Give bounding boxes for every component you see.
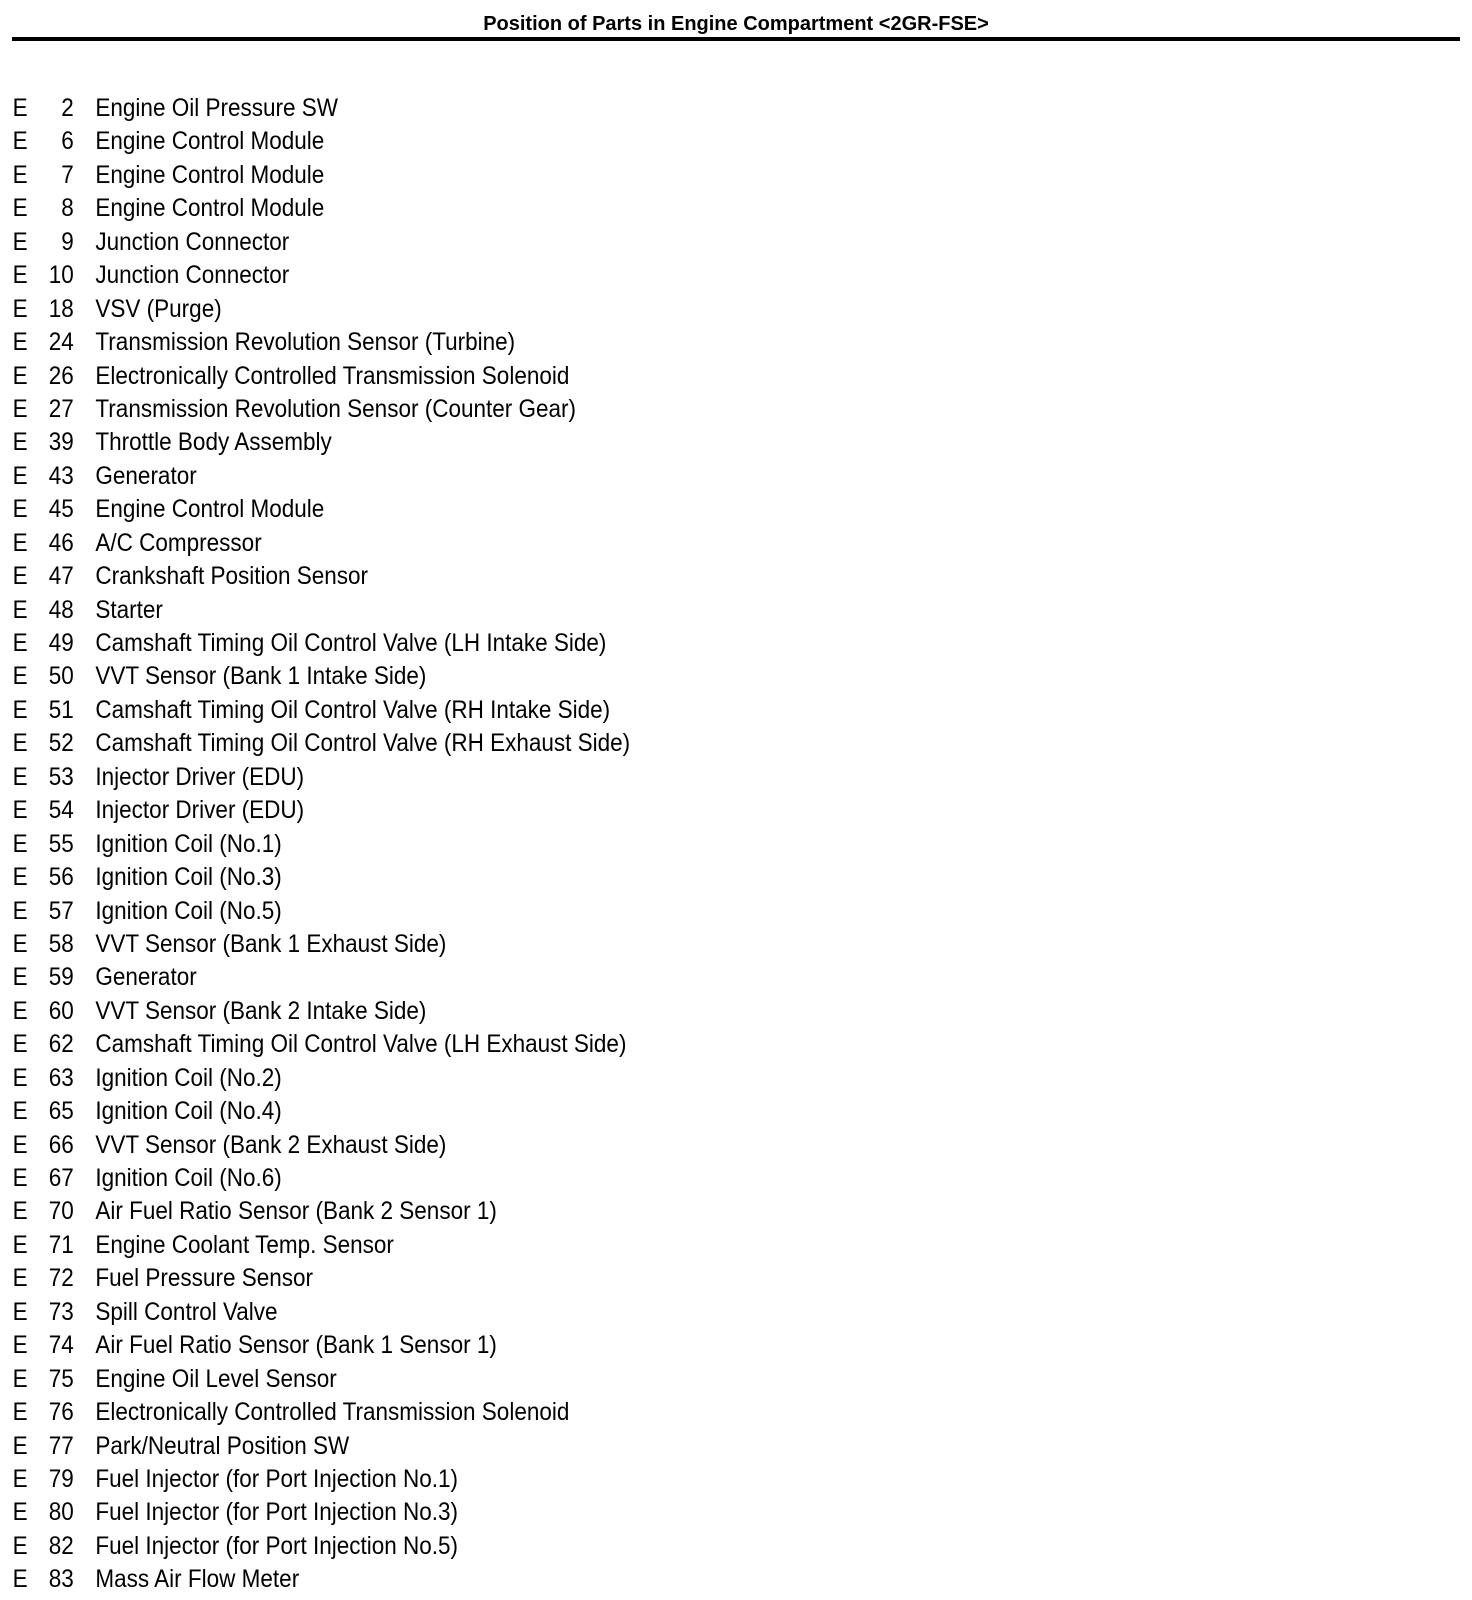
part-number: 9 — [61, 227, 74, 256]
part-prefix: E — [12, 1230, 28, 1259]
part-row — [0, 1496, 1325, 1529]
part-name: Crankshaft Position Sensor — [95, 562, 369, 591]
part-row — [0, 1162, 1325, 1195]
part-name: VVT Sensor (Bank 1 Exhaust Side) — [95, 929, 447, 958]
part-prefix: E — [12, 227, 28, 256]
part-number: 59 — [48, 963, 74, 992]
part-row — [0, 1229, 1325, 1262]
part-name: Camshaft Timing Oil Control Valve (LH Intake Side) — [95, 629, 607, 657]
part-prefix: E — [12, 495, 28, 524]
part-name: Generator — [95, 963, 197, 992]
part-number: 58 — [48, 929, 74, 958]
part-prefix: E — [12, 1197, 28, 1226]
part-name: Engine Control Module — [95, 194, 325, 223]
part-name: Camshaft Timing Oil Control Valve (RH Exhaust Side) — [95, 729, 631, 758]
part-prefix: E — [12, 762, 28, 791]
part-number: 77 — [48, 1431, 74, 1460]
part-name: Transmission Revolution Sensor (Counter Gear) — [95, 394, 577, 423]
part-row — [0, 761, 1325, 794]
part-number: 49 — [48, 629, 74, 657]
part-number: 53 — [48, 762, 74, 791]
part-prefix: E — [12, 127, 28, 156]
part-name: Ignition Coil (No.2) — [95, 1063, 282, 1092]
part-name: Air Fuel Ratio Sensor (Bank 2 Sensor 1) — [95, 1197, 497, 1226]
part-name: Electronically Controlled Transmission Solenoid — [95, 1398, 570, 1427]
part-number: 47 — [48, 562, 74, 591]
part-number: 66 — [48, 1130, 74, 1159]
part-row — [0, 326, 1325, 359]
part-name: Engine Control Module — [95, 495, 325, 524]
part-number: 60 — [48, 996, 74, 1025]
part-prefix: E — [12, 261, 28, 290]
part-number: 24 — [48, 328, 74, 357]
part-prefix: E — [12, 1531, 28, 1560]
part-row — [0, 1363, 1325, 1396]
part-row — [0, 1262, 1325, 1295]
part-name: Ignition Coil (No.3) — [95, 863, 282, 892]
part-name: Fuel Pressure Sensor — [95, 1264, 314, 1293]
part-number: 63 — [48, 1063, 74, 1092]
part-row — [0, 92, 1325, 125]
title-divider — [12, 37, 1460, 41]
part-prefix: E — [12, 729, 28, 758]
part-row — [0, 560, 1325, 593]
part-name: Generator — [95, 461, 197, 490]
part-name: Park/Neutral Position SW — [95, 1431, 350, 1460]
part-number: 62 — [48, 1030, 74, 1059]
part-number: 57 — [48, 896, 74, 925]
part-row — [0, 961, 1325, 994]
part-prefix: E — [12, 562, 28, 591]
part-number: 83 — [48, 1565, 74, 1594]
part-prefix: E — [12, 1164, 28, 1192]
part-prefix: E — [12, 160, 28, 189]
part-name: Injector Driver (EDU) — [95, 796, 305, 825]
part-prefix: E — [12, 94, 28, 122]
part-row — [0, 995, 1325, 1028]
part-row — [0, 694, 1325, 727]
part-number: 54 — [48, 796, 74, 825]
part-prefix: E — [12, 294, 28, 323]
part-row — [0, 660, 1325, 693]
part-prefix: E — [12, 963, 28, 992]
part-name: Ignition Coil (No.1) — [95, 829, 282, 858]
part-row — [0, 1296, 1325, 1329]
part-number: 50 — [48, 662, 74, 691]
part-row — [0, 393, 1325, 426]
part-row — [0, 627, 1325, 660]
part-row — [0, 594, 1325, 627]
part-row — [0, 1062, 1325, 1095]
part-row — [0, 794, 1325, 827]
part-name: Camshaft Timing Oil Control Valve (RH Intake Side) — [95, 695, 611, 724]
part-row — [0, 426, 1325, 459]
part-prefix: E — [12, 1030, 28, 1059]
part-name: VVT Sensor (Bank 1 Intake Side) — [95, 662, 427, 691]
part-prefix: E — [12, 996, 28, 1025]
part-row — [0, 861, 1325, 894]
part-number: 80 — [48, 1498, 74, 1527]
part-name: Air Fuel Ratio Sensor (Bank 1 Sensor 1) — [95, 1331, 497, 1360]
part-name: Junction Connector — [95, 261, 290, 290]
part-row — [0, 1028, 1325, 1061]
part-row — [0, 1396, 1325, 1429]
part-prefix: E — [12, 863, 28, 892]
part-name: Camshaft Timing Oil Control Valve (LH Exhaust Side) — [95, 1030, 627, 1059]
part-number: 39 — [48, 428, 74, 457]
part-row — [0, 259, 1325, 292]
part-number: 76 — [48, 1398, 74, 1427]
parts-list — [0, 92, 1472, 1597]
part-number: 70 — [48, 1197, 74, 1226]
part-prefix: E — [12, 629, 28, 657]
part-number: 26 — [48, 361, 74, 390]
part-name: Engine Oil Level Sensor — [95, 1364, 337, 1393]
part-prefix: E — [12, 662, 28, 691]
part-name: VSV (Purge) — [95, 294, 222, 323]
part-prefix: E — [12, 829, 28, 858]
part-name: Fuel Injector (for Port Injection No.5) — [95, 1531, 459, 1560]
part-number: 7 — [61, 160, 74, 189]
part-number: 2 — [61, 94, 74, 122]
part-prefix: E — [12, 1130, 28, 1159]
part-prefix: E — [12, 1063, 28, 1092]
part-name: Fuel Injector (for Port Injection No.1) — [95, 1464, 459, 1493]
part-prefix: E — [12, 1297, 28, 1326]
part-prefix: E — [12, 1264, 28, 1293]
part-row — [0, 192, 1325, 225]
part-name: Ignition Coil (No.5) — [95, 896, 282, 925]
part-prefix: E — [12, 929, 28, 958]
part-number: 6 — [61, 127, 74, 156]
part-name: A/C Compressor — [95, 528, 262, 557]
part-name: Mass Air Flow Meter — [95, 1565, 300, 1594]
part-name: Spill Control Valve — [95, 1297, 278, 1326]
part-name: Junction Connector — [95, 227, 290, 256]
part-prefix: E — [12, 1498, 28, 1527]
part-name: Starter — [95, 595, 163, 624]
part-prefix: E — [12, 528, 28, 557]
part-row — [0, 1195, 1325, 1228]
part-prefix: E — [12, 1331, 28, 1360]
part-prefix: E — [12, 394, 28, 423]
part-prefix: E — [12, 194, 28, 223]
part-name: VVT Sensor (Bank 2 Intake Side) — [95, 996, 427, 1025]
part-name: Electronically Controlled Transmission Solenoid — [95, 361, 570, 390]
part-row — [0, 895, 1325, 928]
part-number: 18 — [48, 294, 74, 323]
part-prefix: E — [12, 461, 28, 490]
part-name: VVT Sensor (Bank 2 Exhaust Side) — [95, 1130, 447, 1159]
part-prefix: E — [12, 1097, 28, 1126]
part-row — [0, 1530, 1325, 1563]
part-prefix: E — [12, 595, 28, 624]
part-number: 67 — [48, 1164, 74, 1192]
part-number: 43 — [48, 461, 74, 490]
part-row — [0, 1463, 1325, 1496]
part-number: 10 — [48, 261, 74, 290]
part-prefix: E — [12, 896, 28, 925]
part-prefix: E — [12, 1464, 28, 1493]
part-name: Transmission Revolution Sensor (Turbine) — [95, 328, 516, 357]
part-number: 56 — [48, 863, 74, 892]
part-number: 46 — [48, 528, 74, 557]
part-name: Engine Coolant Temp. Sensor — [95, 1230, 394, 1259]
part-name: Ignition Coil (No.4) — [95, 1097, 282, 1126]
part-name: Engine Oil Pressure SW — [95, 94, 338, 122]
part-number: 51 — [48, 695, 74, 724]
part-row — [0, 293, 1325, 326]
part-prefix: E — [12, 796, 28, 825]
part-prefix: E — [12, 1565, 28, 1594]
part-name: Ignition Coil (No.6) — [95, 1164, 282, 1192]
part-number: 74 — [48, 1331, 74, 1360]
part-number: 27 — [48, 394, 74, 423]
part-prefix: E — [12, 361, 28, 390]
part-number: 55 — [48, 829, 74, 858]
part-number: 79 — [48, 1464, 74, 1493]
part-row — [0, 460, 1325, 493]
part-number: 48 — [48, 595, 74, 624]
part-row — [0, 527, 1325, 560]
part-name: Engine Control Module — [95, 127, 325, 156]
part-number: 45 — [48, 495, 74, 524]
part-prefix: E — [12, 1364, 28, 1393]
part-prefix: E — [12, 428, 28, 457]
part-row — [0, 828, 1325, 861]
part-row — [0, 727, 1325, 760]
part-row — [0, 1095, 1325, 1128]
part-prefix: E — [12, 1431, 28, 1460]
part-prefix: E — [12, 328, 28, 357]
part-row — [0, 125, 1325, 158]
page-title: Position of Parts in Engine Compartment <2GR-FSE> — [483, 13, 989, 35]
part-number: 52 — [48, 729, 74, 758]
part-number: 75 — [48, 1364, 74, 1393]
part-number: 71 — [48, 1230, 74, 1259]
part-prefix: E — [12, 695, 28, 724]
part-number: 82 — [48, 1531, 74, 1560]
part-number: 73 — [48, 1297, 74, 1326]
part-row — [0, 1430, 1325, 1463]
part-row — [0, 1129, 1325, 1162]
part-row — [0, 928, 1325, 961]
part-row — [0, 1329, 1325, 1362]
part-row — [0, 360, 1325, 393]
part-number: 65 — [48, 1097, 74, 1126]
part-row — [0, 1563, 1325, 1596]
part-number: 72 — [48, 1264, 74, 1293]
part-row — [0, 493, 1325, 526]
part-name: Fuel Injector (for Port Injection No.3) — [95, 1498, 459, 1527]
part-row — [0, 226, 1325, 259]
part-row — [0, 159, 1325, 192]
part-name: Injector Driver (EDU) — [95, 762, 305, 791]
part-prefix: E — [12, 1398, 28, 1427]
part-name: Engine Control Module — [95, 160, 325, 189]
part-number: 8 — [61, 194, 74, 223]
part-name: Throttle Body Assembly — [95, 428, 332, 457]
